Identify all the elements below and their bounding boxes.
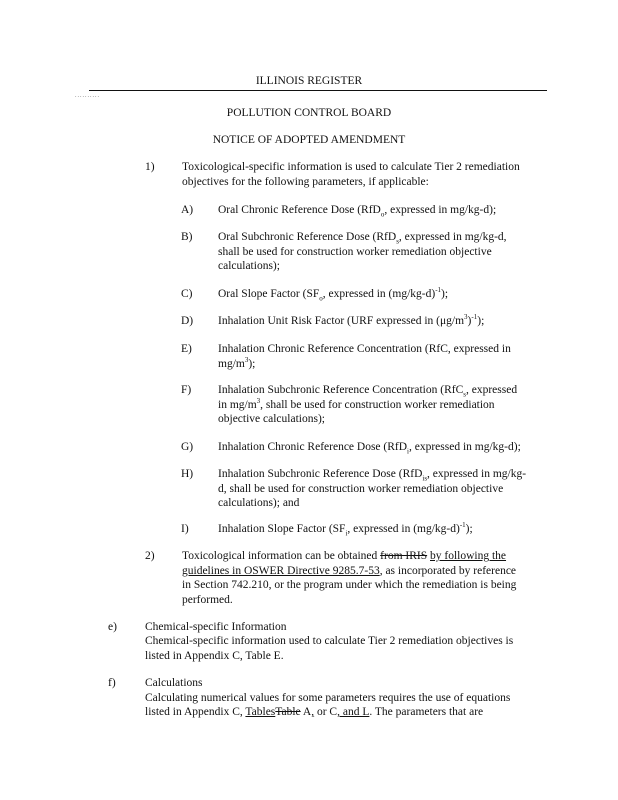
sub-c-marker: C)	[181, 288, 193, 300]
sub-f-line-1: Inhalation Subchronic Reference Concentration (RfC$_s$, expressed	[218, 384, 518, 399]
sub-b-line-2: shall be used for construction worker remediation objective	[218, 246, 492, 258]
register-title: ILLINOIS REGISTER	[255, 75, 363, 87]
sub-h-line-3: calculations); and	[218, 497, 300, 509]
item-2-line-2: guidelines in OSWER Directive 9285.7-53, as incorporated by reference	[182, 565, 517, 577]
section-e-marker: e)	[108, 621, 117, 633]
section-e-heading: Chemical-specific Information	[145, 621, 287, 633]
sub-f-marker: F)	[181, 384, 192, 396]
sub-g-marker: G)	[181, 441, 194, 453]
sub-i-text: Inhalation Slope Factor ($SF_i$, expressed in $(mg/kg-d)^{-1}$);	[218, 521, 473, 538]
item-1-line-2: objectives for the following parameters, if applicable:	[182, 176, 429, 188]
sub-d-marker: D)	[181, 315, 194, 327]
sub-e-line-1: Inhalation Chronic Reference Concentration (RfC, expressed in	[218, 343, 511, 355]
item-2-marker: 2)	[145, 550, 155, 562]
notice-title: NOTICE OF ADOPTED AMENDMENT	[212, 134, 406, 146]
item-2-line-4: performed.	[182, 594, 233, 606]
item-1-line-1: Toxicological-specific information is used to calculate Tier 2 remediation	[182, 161, 520, 173]
sub-h-marker: H)	[181, 468, 194, 480]
header-dots: ..........	[75, 93, 100, 99]
sub-h-line-1: Inhalation Subchronic Reference Dose (RfD$_{is}$, expressed in mg/kg-	[218, 468, 527, 483]
sub-d-text: Inhalation Unit Risk Factor (URF expressed in $(\mu g/m^3)^{-1}$);	[218, 313, 485, 327]
sub-h-line-2: d, shall be used for construction worker remediation objective	[218, 483, 504, 495]
header-rule	[89, 90, 547, 91]
section-e-line-2: listed in Appendix C, Table E.	[145, 650, 284, 662]
section-f-heading: Calculations	[145, 677, 203, 689]
sub-a-marker: A)	[181, 204, 194, 216]
section-f-marker: f)	[108, 677, 116, 689]
section-f-line-1: Calculating numerical values for some parameters requires the use of equations	[145, 692, 511, 704]
sub-c-text: Oral Slope Factor ($SF_o$, expressed in $(mg/kg-d)^{-1}$);	[218, 286, 449, 303]
section-e-line-1: Chemical-specific information used to calculate Tier 2 remediation objectives is	[145, 635, 514, 647]
sub-e-line-2: $mg/m^3$);	[218, 356, 256, 370]
sub-e-marker: E)	[181, 343, 192, 355]
sub-a-text: Oral Chronic Reference Dose (RfD$_o$, expressed in mg/kg-d);	[218, 204, 497, 219]
item-2-line-3: in Section 742.210, or the program under which the remediation is being	[182, 579, 517, 591]
sub-b-line-1: Oral Subchronic Reference Dose (RfD$_s$, expressed in mg/kg-d,	[218, 231, 507, 246]
item-1-marker: 1)	[145, 161, 155, 173]
board-title: POLLUTION CONTROL BOARD	[226, 107, 392, 119]
sub-g-text: Inhalation Chronic Reference Dose (RfD$_i$, expressed in mg/kg-d);	[218, 441, 521, 456]
sub-i-marker: I)	[181, 523, 189, 535]
sub-f-line-3: objective calculations);	[218, 413, 325, 425]
section-f-line-2: listed in Appendix C, TablesTable A, or C, and L. The parameters that are	[145, 706, 484, 718]
item-2-line-1: Toxicological information can be obtained from IRIS by following the	[182, 550, 507, 562]
sub-b-line-3: calculations);	[218, 260, 280, 272]
sub-b-marker: B)	[181, 231, 193, 243]
sub-f-line-2: in $mg/m^3$, shall be used for construction worker remediation	[218, 397, 495, 411]
